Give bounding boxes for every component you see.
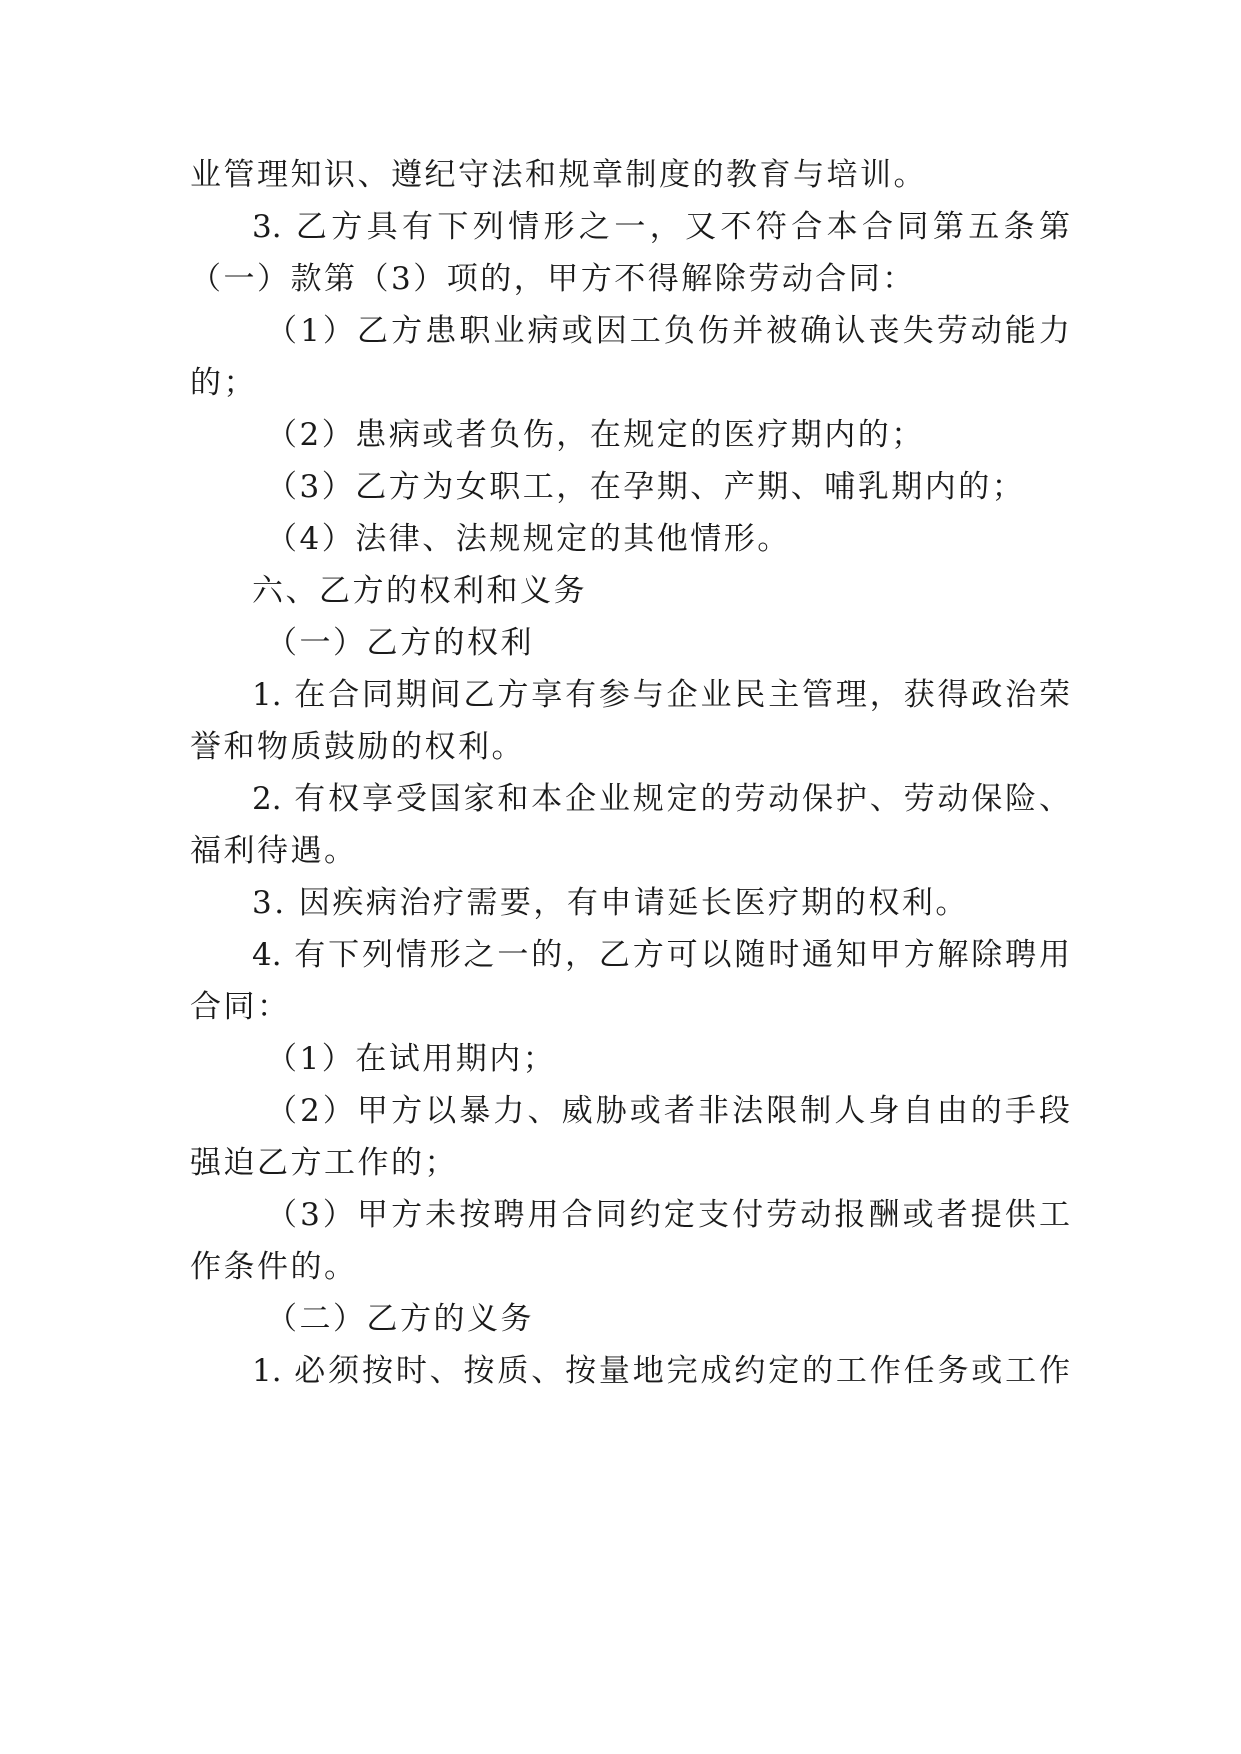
body-line: 福利待遇。 [190, 833, 358, 869]
list-item-1: （1）在试用期内； [266, 1041, 557, 1077]
list-item-3: （3）乙方为女职工，在孕期、产期、哺乳期内的； [266, 469, 1026, 505]
list-item-4: （4）法律、法规规定的其他情形。 [266, 521, 791, 557]
body-line: 合同： [190, 989, 291, 1025]
section-heading: 六、乙方的权利和义务 [252, 573, 587, 609]
body-line: 业管理知识、遵纪守法和规章制度的教育与培训。 [190, 157, 927, 193]
subsection-heading: （一）乙方的权利 [266, 625, 534, 661]
duties-item-1: 1. 必须按时、按质、按量地完成约定的工作任务或工作 [252, 1353, 1070, 1389]
rights-item-1: 1. 在合同期间乙方享有参与企业民主管理，获得政治荣 [252, 677, 1070, 713]
list-item-2: （2）甲方以暴力、威胁或者非法限制人身自由的手段 [266, 1093, 1070, 1129]
body-line: 誉和物质鼓励的权利。 [190, 729, 525, 765]
list-item-2: （2）患病或者负伤，在规定的医疗期内的； [266, 417, 925, 453]
body-line: 作条件的。 [190, 1249, 358, 1285]
rights-item-2: 2. 有权享受国家和本企业规定的劳动保护、劳动保险、 [252, 781, 1070, 817]
list-item-3: （3）甲方未按聘用合同约定支付劳动报酬或者提供工 [266, 1197, 1070, 1233]
body-line: 强迫乙方工作的； [190, 1145, 458, 1181]
subsection-heading: （二）乙方的义务 [266, 1301, 534, 1337]
body-line: （一）款第（3）项的，甲方不得解除劳动合同： [190, 261, 916, 297]
list-item-1: （1）乙方患职业病或因工负伤并被确认丧失劳动能力 [266, 313, 1070, 349]
clause-3-line: 3. 乙方具有下列情形之一，又不符合本合同第五条第 [252, 209, 1070, 245]
body-line: 的； [190, 365, 257, 401]
rights-item-4: 4. 有下列情形之一的，乙方可以随时通知甲方解除聘用 [252, 937, 1070, 973]
rights-item-3: 3. 因疾病治疗需要，有申请延长医疗期的权利。 [252, 885, 969, 921]
